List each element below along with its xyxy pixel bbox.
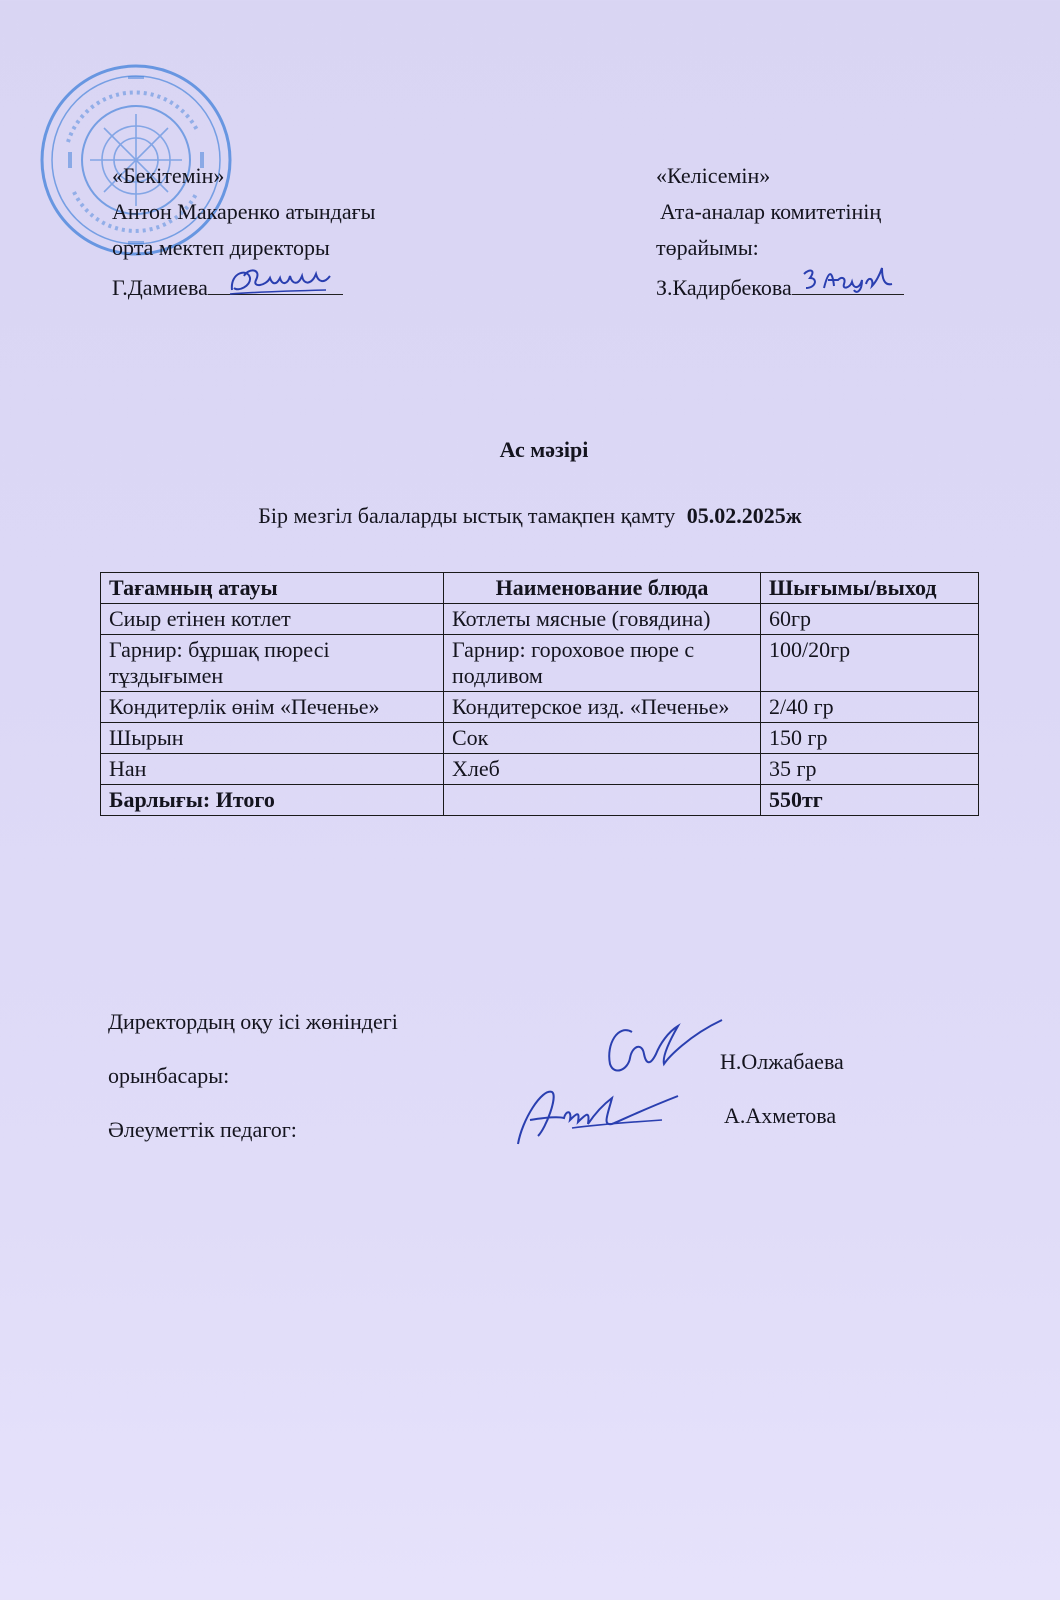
- table-row: [101, 723, 979, 754]
- menu-date: 05.02.2025ж: [686, 503, 802, 528]
- cell-kz: Кондитерлік өнім «Печенье»: [101, 692, 444, 723]
- cell-ru: Гарнир: гороховое пюре с подливом: [444, 635, 761, 692]
- approval-left-line1: Антон Макаренко атындағы: [112, 199, 376, 224]
- total-ru: [444, 785, 761, 816]
- social-pedagogue-signature: [512, 1080, 682, 1150]
- cell-kz: Шырын: [101, 723, 444, 754]
- cell-ru: Сок: [444, 723, 761, 754]
- header-ru-name: Наименование блюда: [444, 573, 761, 604]
- table-row: [101, 604, 979, 635]
- cell-output: 60гр: [761, 604, 979, 635]
- table-row: [101, 692, 979, 723]
- table-row: [101, 635, 979, 692]
- subtitle-row: [0, 498, 1060, 534]
- header-kz-name: Тағамның атауы: [101, 573, 444, 604]
- cell-output: 35 гр: [761, 754, 979, 785]
- menu-table: [100, 572, 979, 816]
- cell-output: 150 гр: [761, 723, 979, 754]
- cell-kz: Нан: [101, 754, 444, 785]
- deputy-name: Н.Олжабаева: [720, 1049, 844, 1074]
- subtitle: Бір мезгіл балаларды ыстық тамақпен қамту: [258, 503, 676, 528]
- cell-ru: Кондитерское изд. «Печенье»: [444, 692, 761, 723]
- total-label: Барлығы: Итого: [101, 785, 444, 816]
- approval-right: [656, 158, 904, 306]
- cell-output: 2/40 гр: [761, 692, 979, 723]
- deputy-title-line2: орынбасары:: [108, 1063, 230, 1088]
- page-title: Ас мәзірі: [499, 437, 589, 462]
- cell-kz: Гарнир: бұршақ пюресі тұздығымен: [101, 635, 444, 692]
- approval-left-signer: Г.Дамиева: [112, 275, 208, 300]
- total-value: 550тг: [761, 785, 979, 816]
- cell-ru: Котлеты мясные (говядина): [444, 604, 761, 635]
- approval-right-signer: З.Кадирбекова: [656, 275, 792, 300]
- approval-right-line2: төрайымы:: [656, 235, 759, 260]
- table-header-row: [101, 573, 979, 604]
- table-total-row: [101, 785, 979, 816]
- cell-ru: Хлеб: [444, 754, 761, 785]
- committee-signature: [792, 266, 904, 295]
- approval-left-signer-row: [112, 266, 375, 306]
- director-signature: [208, 266, 343, 295]
- approval-right-signer-row: [656, 266, 904, 306]
- approval-right-line1: Ата-аналар комитетінің: [660, 199, 882, 224]
- deputy-title-line1: Директордың оқу ісі жөніндегі: [108, 1009, 398, 1034]
- cell-kz: Сиыр етінен котлет: [101, 604, 444, 635]
- approval-left: [112, 158, 375, 306]
- social-pedagogue-name: А.Ахметова: [724, 1103, 837, 1128]
- approval-left-line2: орта мектеп директоры: [112, 235, 330, 260]
- deputy-signature: [598, 1014, 728, 1084]
- social-pedagogue-label: Әлеуметтік педагог:: [108, 1117, 297, 1142]
- header-output: Шығымы/выход: [761, 573, 979, 604]
- approval-right-heading: «Келісемін»: [656, 163, 771, 188]
- cell-output: 100/20гр: [761, 635, 979, 692]
- table-row: [101, 754, 979, 785]
- approval-left-heading: «Бекітемін»: [112, 163, 225, 188]
